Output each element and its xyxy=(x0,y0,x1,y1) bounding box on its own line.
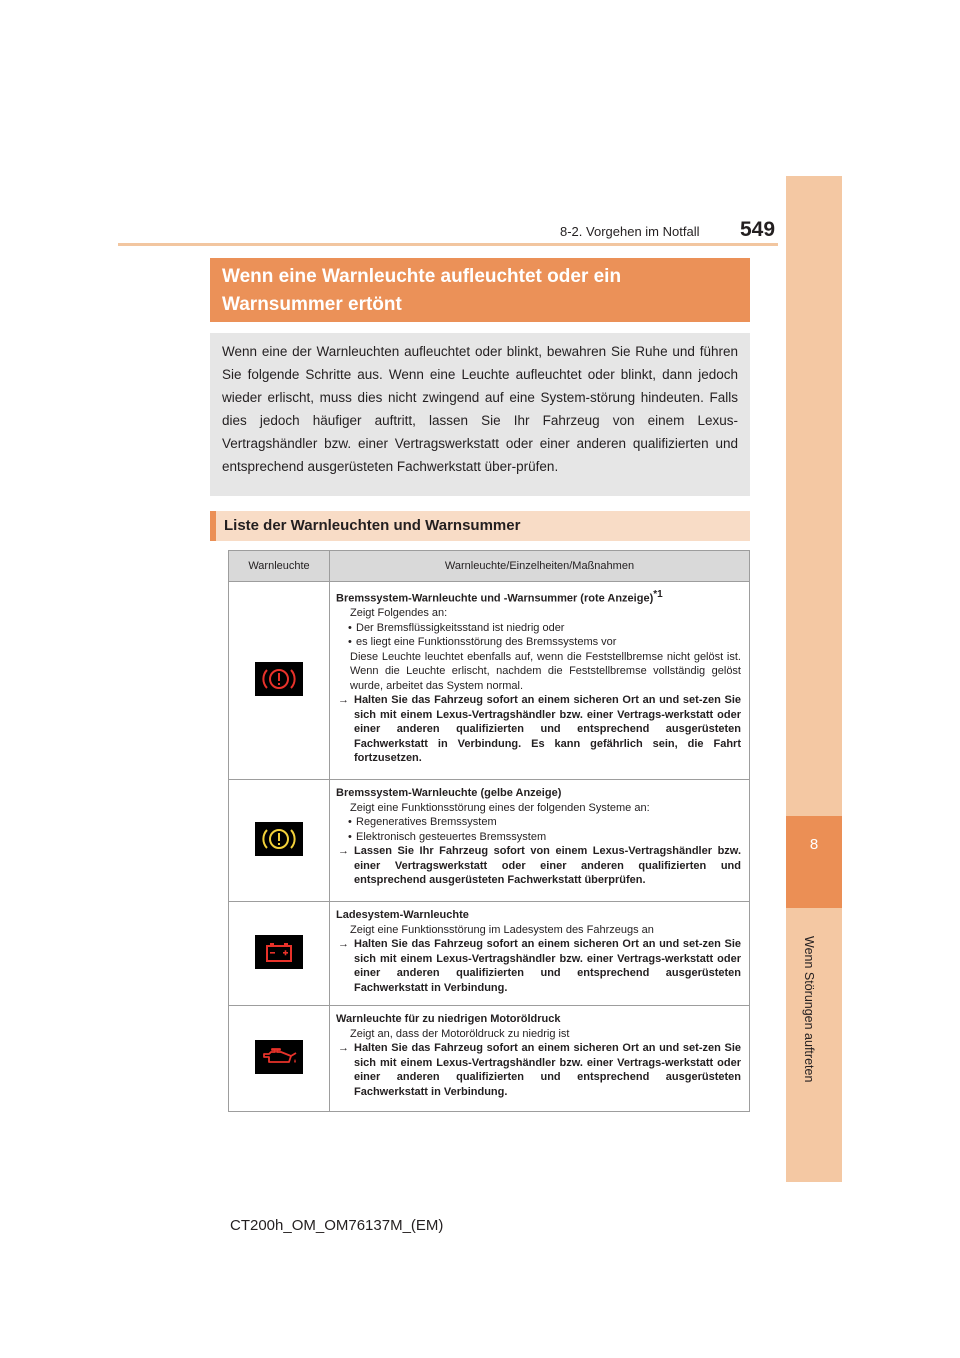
icon-cell xyxy=(229,780,330,902)
entry-intro: Zeigt eine Funktionsstörung eines der folgenden Systeme an: xyxy=(350,801,650,814)
brake-warning-yellow-icon xyxy=(255,822,303,856)
chapter-number-box xyxy=(786,816,842,908)
entry-bullet: • es liegt eine Funktionsstörung des Bremssystems vor xyxy=(336,635,741,650)
table-row xyxy=(229,902,750,1006)
intro-paragraph: Wenn eine der Warnleuchten aufleuchtet oder blinkt, bewahren Sie Ruhe und führen Sie folgende Schritte aus. Wenn eine Leuchte aufleuchtet oder blinkt, dann jedoch wieder erlischt, muss dies nicht zwingend auf eine System-störung hindeuten. Falls dies jedoch häufiger auftritt, lassen Sie Ihr Fahrzeug von einem Lexus-Vertragshändler bzw. einer Vertragswerkstatt oder einer anderen qualifizierten und entsprechend ausgerüsteten Fachwerkstatt über-prüfen. xyxy=(210,333,750,496)
entry-title: Warnleuchte für zu niedrigen Motoröldruck xyxy=(336,1013,561,1025)
details-cell xyxy=(330,780,750,902)
details-cell xyxy=(330,582,750,780)
details-cell xyxy=(330,1006,750,1112)
entry-action: → Halten Sie das Fahrzeug sofort an einem sicheren Ort an und set-zen Sie sich mit einem Lexus-Vertragshändler bzw. einer Vertrags-werkstatt oder einer anderen qualifizierten und entsprechend ausgerüsteten Fachwerkstatt in Verbindung. xyxy=(336,937,741,995)
subsection-heading: Liste der Warnleuchten und Warnsummer xyxy=(210,511,750,541)
entry-title: Bremssystem-Warnleuchte (gelbe Anzeige) xyxy=(336,787,562,799)
icon-cell xyxy=(229,1006,330,1112)
entry-bullet: • Elektronisch gesteuertes Bremssystem xyxy=(336,830,741,845)
column-header-warning-light: Warnleuchte xyxy=(229,551,330,582)
entry-note: Diese Leuchte leuchtet ebenfalls auf, wenn die Feststellbremse nicht gelöst ist. Wenn die Leuchte erlischt, nachdem die Feststellbremse vollständig gelöst wurde, arbeitet das System normal. xyxy=(350,650,741,692)
entry-bullet: • Regeneratives Bremssystem xyxy=(336,815,741,830)
chapter-side-tab xyxy=(786,176,842,1182)
column-header-details: Warnleuchte/Einzelheiten/Maßnahmen xyxy=(330,551,750,582)
section-heading-banner xyxy=(210,258,750,322)
table-row xyxy=(229,582,750,780)
table-header-row xyxy=(229,551,750,582)
document-code: CT200h_OM_OM76137M_(EM) xyxy=(230,1217,444,1234)
entry-title: Bremssystem-Warnleuchte und -Warnsummer (rote Anzeige) xyxy=(336,592,654,605)
entry-intro: Zeigt an, dass der Motoröldruck zu niedrig ist xyxy=(350,1027,570,1040)
section-heading-line-2: Warnsummer ertönt xyxy=(222,294,402,315)
table-row xyxy=(229,1006,750,1112)
chapter-number: 8 xyxy=(809,836,819,853)
battery-charge-icon xyxy=(255,935,303,969)
page-number: 549 xyxy=(740,218,776,241)
entry-intro: Zeigt eine Funktionsstörung im Ladesystem des Fahrzeugs an xyxy=(350,923,654,936)
header-rule xyxy=(118,243,778,246)
entry-title: Ladesystem-Warnleuchte xyxy=(336,909,469,921)
icon-cell xyxy=(229,902,330,1006)
warning-light-table xyxy=(228,550,750,1112)
entry-intro: Zeigt Folgendes an: xyxy=(350,607,448,620)
section-heading-line-1: Wenn eine Warnleuchte aufleuchtet oder ein xyxy=(222,266,622,287)
chapter-label: Wenn Störungen auftreten xyxy=(802,936,816,1083)
footnote-marker: *1 xyxy=(653,589,663,600)
table-row xyxy=(229,780,750,902)
oil-pressure-icon xyxy=(255,1040,303,1074)
icon-cell xyxy=(229,582,330,780)
section-reference: 8-2. Vorgehen im Notfall xyxy=(560,224,700,239)
entry-title-wrap xyxy=(336,588,741,606)
entry-action: → Halten Sie das Fahrzeug sofort an einem sicheren Ort an und set-zen Sie sich mit einem Lexus-Vertragshändler bzw. einer Vertrags-werkstatt oder einer anderen qualifizierten und entsprechend ausgerüsteten Fachwerkstatt in Verbindung. xyxy=(336,1041,741,1099)
brake-warning-red-icon xyxy=(255,662,303,696)
entry-action: → Lassen Sie Ihr Fahrzeug sofort von einem Lexus-Vertragshändler bzw. einer Vertragswerkstatt oder einer anderen qualifizierten und entsprechend ausgerüsteten Fachwerkstatt überprüfen. xyxy=(336,844,741,888)
entry-bullet: • Der Bremsflüssigkeitsstand ist niedrig oder xyxy=(336,621,741,636)
details-cell xyxy=(330,902,750,1006)
entry-action: → Halten Sie das Fahrzeug sofort an einem sicheren Ort an und set-zen Sie sich mit einem Lexus-Vertragshändler bzw. einer Vertrags-werkstatt oder einer anderen qualifizierten und entsprechend ausgerüsteten Fachwerkstatt in Verbindung. Es kann gefährlich sein, die Fahrt fortzusetzen. xyxy=(336,693,741,766)
